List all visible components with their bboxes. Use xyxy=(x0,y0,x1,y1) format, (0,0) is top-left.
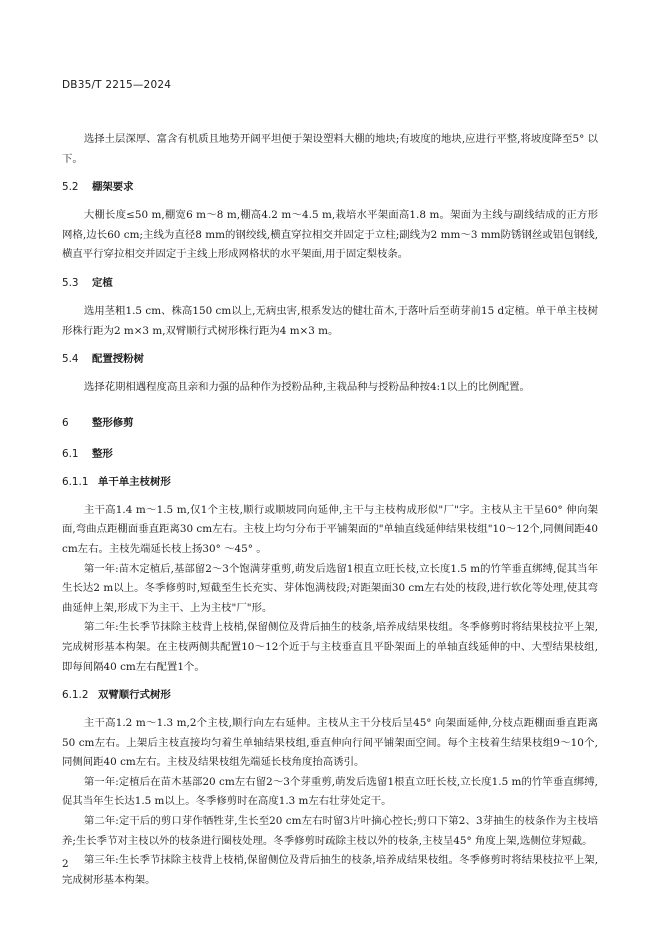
paragraph-single-trunk-year-2: 第二年:生长季节抹除主枝背上枝梢,保留侧位及背后抽生的枝条,培养成结果枝组。冬季修剪时将结果枝拉平上架,完成树形基本构架。在主枝两侧共配置10～12个近于与主枝垂直且平卧架面上的单轴直线延伸的中、大型结果枝组,即每间隔40 cm左右配置1个。 xyxy=(62,621,598,673)
document-body xyxy=(62,130,598,890)
paragraph-single-trunk-year-1: 第一年:苗木定植后,基部留2～3个饱满芽重剪,萌发后选留1根直立旺长枝,立长度1.5 m的竹竿垂直绑缚,促其当年生长达2 m以上。冬季修剪时,短截至生长充实、芽体饱满枝段;对距架面30 cm左右处的枝段,进行软化等处理,使其弯曲延伸上架,形成下为主干、上为主枝"厂"形。 xyxy=(62,562,598,614)
section-heading-5-2: 5.2 棚架要求 xyxy=(62,181,134,194)
paragraph-trellis: 大棚长度≤50 m,棚宽6 m～8 m,棚高4.2 m～4.5 m,栽培水平架面高1.8 m。架面为主线与副线结成的正方形网格,边长60 cm;主线为直径8 mm的钢绞线,横直穿拉相交并固定于立柱;副线为2 mm～3 mm防锈钢丝或铝包钢线,横直平行穿拉相交并固定于主线上形成网格状的水平架面,用于固定梨枝条。 xyxy=(62,209,598,261)
paragraph-double-arm-year-2: 第二年:定干后的剪口芽作牺牲芽,生长至20 cm左右时留3片叶摘心控长;剪口下第2、3芽抽生的枝条作为主枝培养;生长季节对主枝以外的枝条进行圈枝处理。冬季修剪时疏除主枝以外的枝条,主枝呈45° 角度上架,选侧位芽短截。 xyxy=(62,815,598,847)
section-heading-5-3: 5.3 定植 xyxy=(62,276,113,289)
paragraph-double-arm-structure: 主干高1.2 m～1.3 m,2个主枝,顺行向左右延伸。主枝从主干分枝后呈45° 向架面延伸,分枝点距棚面垂直距离50 cm左右。上架后主枝直接均匀着生单轴结果枝组,垂直伸向行间平铺架面空间。每个主枝着生结果枝组9～10个,同侧间距40 cm左右。主枝及结果枝组先端延长枝角度抬高诱引。 xyxy=(62,717,598,769)
section-heading-6: 6 整形修剪 xyxy=(62,416,134,429)
section-heading-6-1: 6.1 整形 xyxy=(62,447,113,460)
paragraph-pollinizer: 选择花期相遇程度高且亲和力强的品种作为授粉品种,主栽品种与授粉品种按4:1以上的比例配置。 xyxy=(83,381,530,394)
paragraph-double-arm-year-3: 第三年:生长季节抹除主枝背上枝梢,保留侧位及背后抽生的枝条,培养成结果枝组。冬季修剪时将结果枝拉平上架,完成树形基本构架。 xyxy=(62,854,598,886)
section-heading-6-1-1: 6.1.1 单干单主枝树形 xyxy=(62,475,171,488)
section-heading-6-1-2: 6.1.2 双臂顺行式树形 xyxy=(62,689,171,702)
document-code: DB35/T 2215—2024 xyxy=(62,79,172,91)
paragraph-single-trunk-structure: 主干高1.4 m～1.5 m,仅1个主枝,顺行或顺坡同向延伸,主干与主枝构成形似"厂"字。主枝从主干呈60° 伸向架面,弯曲点距棚面垂直距离30 cm左右。主枝上均匀分布于平铺架面的"单轴直线延伸结果枝组"10～12个,同侧间距40 cm左右。主枝先端延长枝上扬30° ～45° 。 xyxy=(62,503,598,555)
page-number: 2 xyxy=(62,858,69,870)
paragraph-double-arm-year-1: 第一年:定植后在苗木基部20 cm左右留2～3个芽重剪,萌发后选留1根直立旺长枝,立长度1.5 m的竹竿垂直绑缚,促其当年生长达1.5 m以上。冬季修剪时在高度1.3 m左右壮芽处定干。 xyxy=(62,775,598,808)
paragraph-planting: 选用茎粗1.5 cm、株高150 cm以上,无病虫害,根系发达的健壮苗木,于落叶后至萌芽前15 d定植。单干单主枝树形株行距为2 m×3 m,双臂顺行式树形株行距为4 m×3 m。 xyxy=(62,304,598,337)
paragraph-site-selection: 选择土层深厚、富含有机质且地势开阔平坦便于架设塑料大棚的地块;有坡度的地块,应进行平整,将坡度降至5° 以下。 xyxy=(62,133,598,165)
section-heading-5-4: 5.4 配置授粉树 xyxy=(62,353,144,366)
